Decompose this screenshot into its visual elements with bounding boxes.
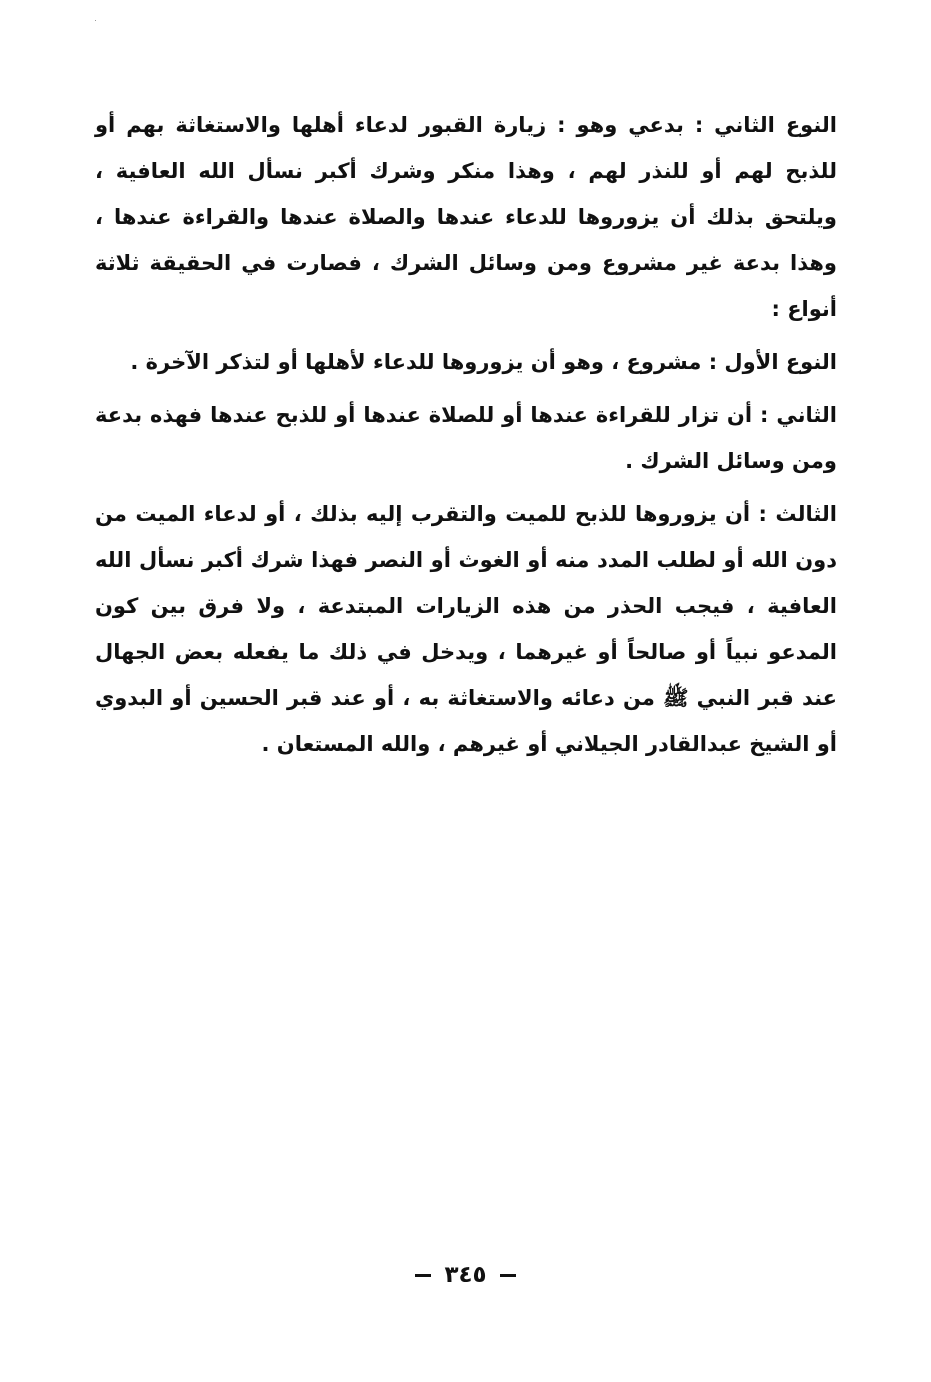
page-number: ٣٤٥ — [444, 1262, 487, 1288]
scan-speck — [95, 20, 96, 21]
dash-right — [500, 1274, 516, 1277]
page-footer — [0, 1262, 931, 1288]
paragraph-first-kind: النوع الأول : مشروع ، وهو أن يزوروها للدعاء لأهلها أو لتذكر الآخرة . — [130, 350, 837, 374]
body-text — [95, 102, 837, 767]
paragraph-third-kind: الثالث : أن يزوروها للذبح للميت والتقرب إليه بذلك ، أو لدعاء الميت من دون الله أو لطلب المدد منه أو الغوث أو النصر فهذا شرك أكبر نسأل الله العافية ، فيجب الحذر من هذه الزيارات المبتدعة ، ولا فرق بين كون المدعو نبياً أو صالحاً أو غيرهما ، ويدخل في ذلك ما يفعله بعض الجهال عند قبر النبي ﷺ من دعائه والاستغاثة به ، أو عند قبر الحسين أو البدوي أو الشيخ عبدالقادر الجيلاني أو غيرهم ، والله المستعان . — [95, 502, 837, 756]
paragraph-second-kind: الثاني : أن تزار للقراءة عندها أو للصلاة عندها أو للذبح عندها فهذه بدعة ومن وسائل الشرك . — [95, 403, 837, 473]
dash-left — [415, 1274, 431, 1277]
paragraph-second-type: النوع الثاني : بدعي وهو : زيارة القبور لدعاء أهلها والاستغاثة بهم أو للذبح لهم أو للنذر لهم ، وهذا منكر وشرك أكبر نسأل الله العافية ، ويلتحق بذلك أن يزوروها للدعاء عندها والصلاة عندها والقراءة عندها ، وهذا بدعة غير مشروع ومن وسائل الشرك ، فصارت في الحقيقة ثلاثة أنواع : — [95, 113, 837, 321]
